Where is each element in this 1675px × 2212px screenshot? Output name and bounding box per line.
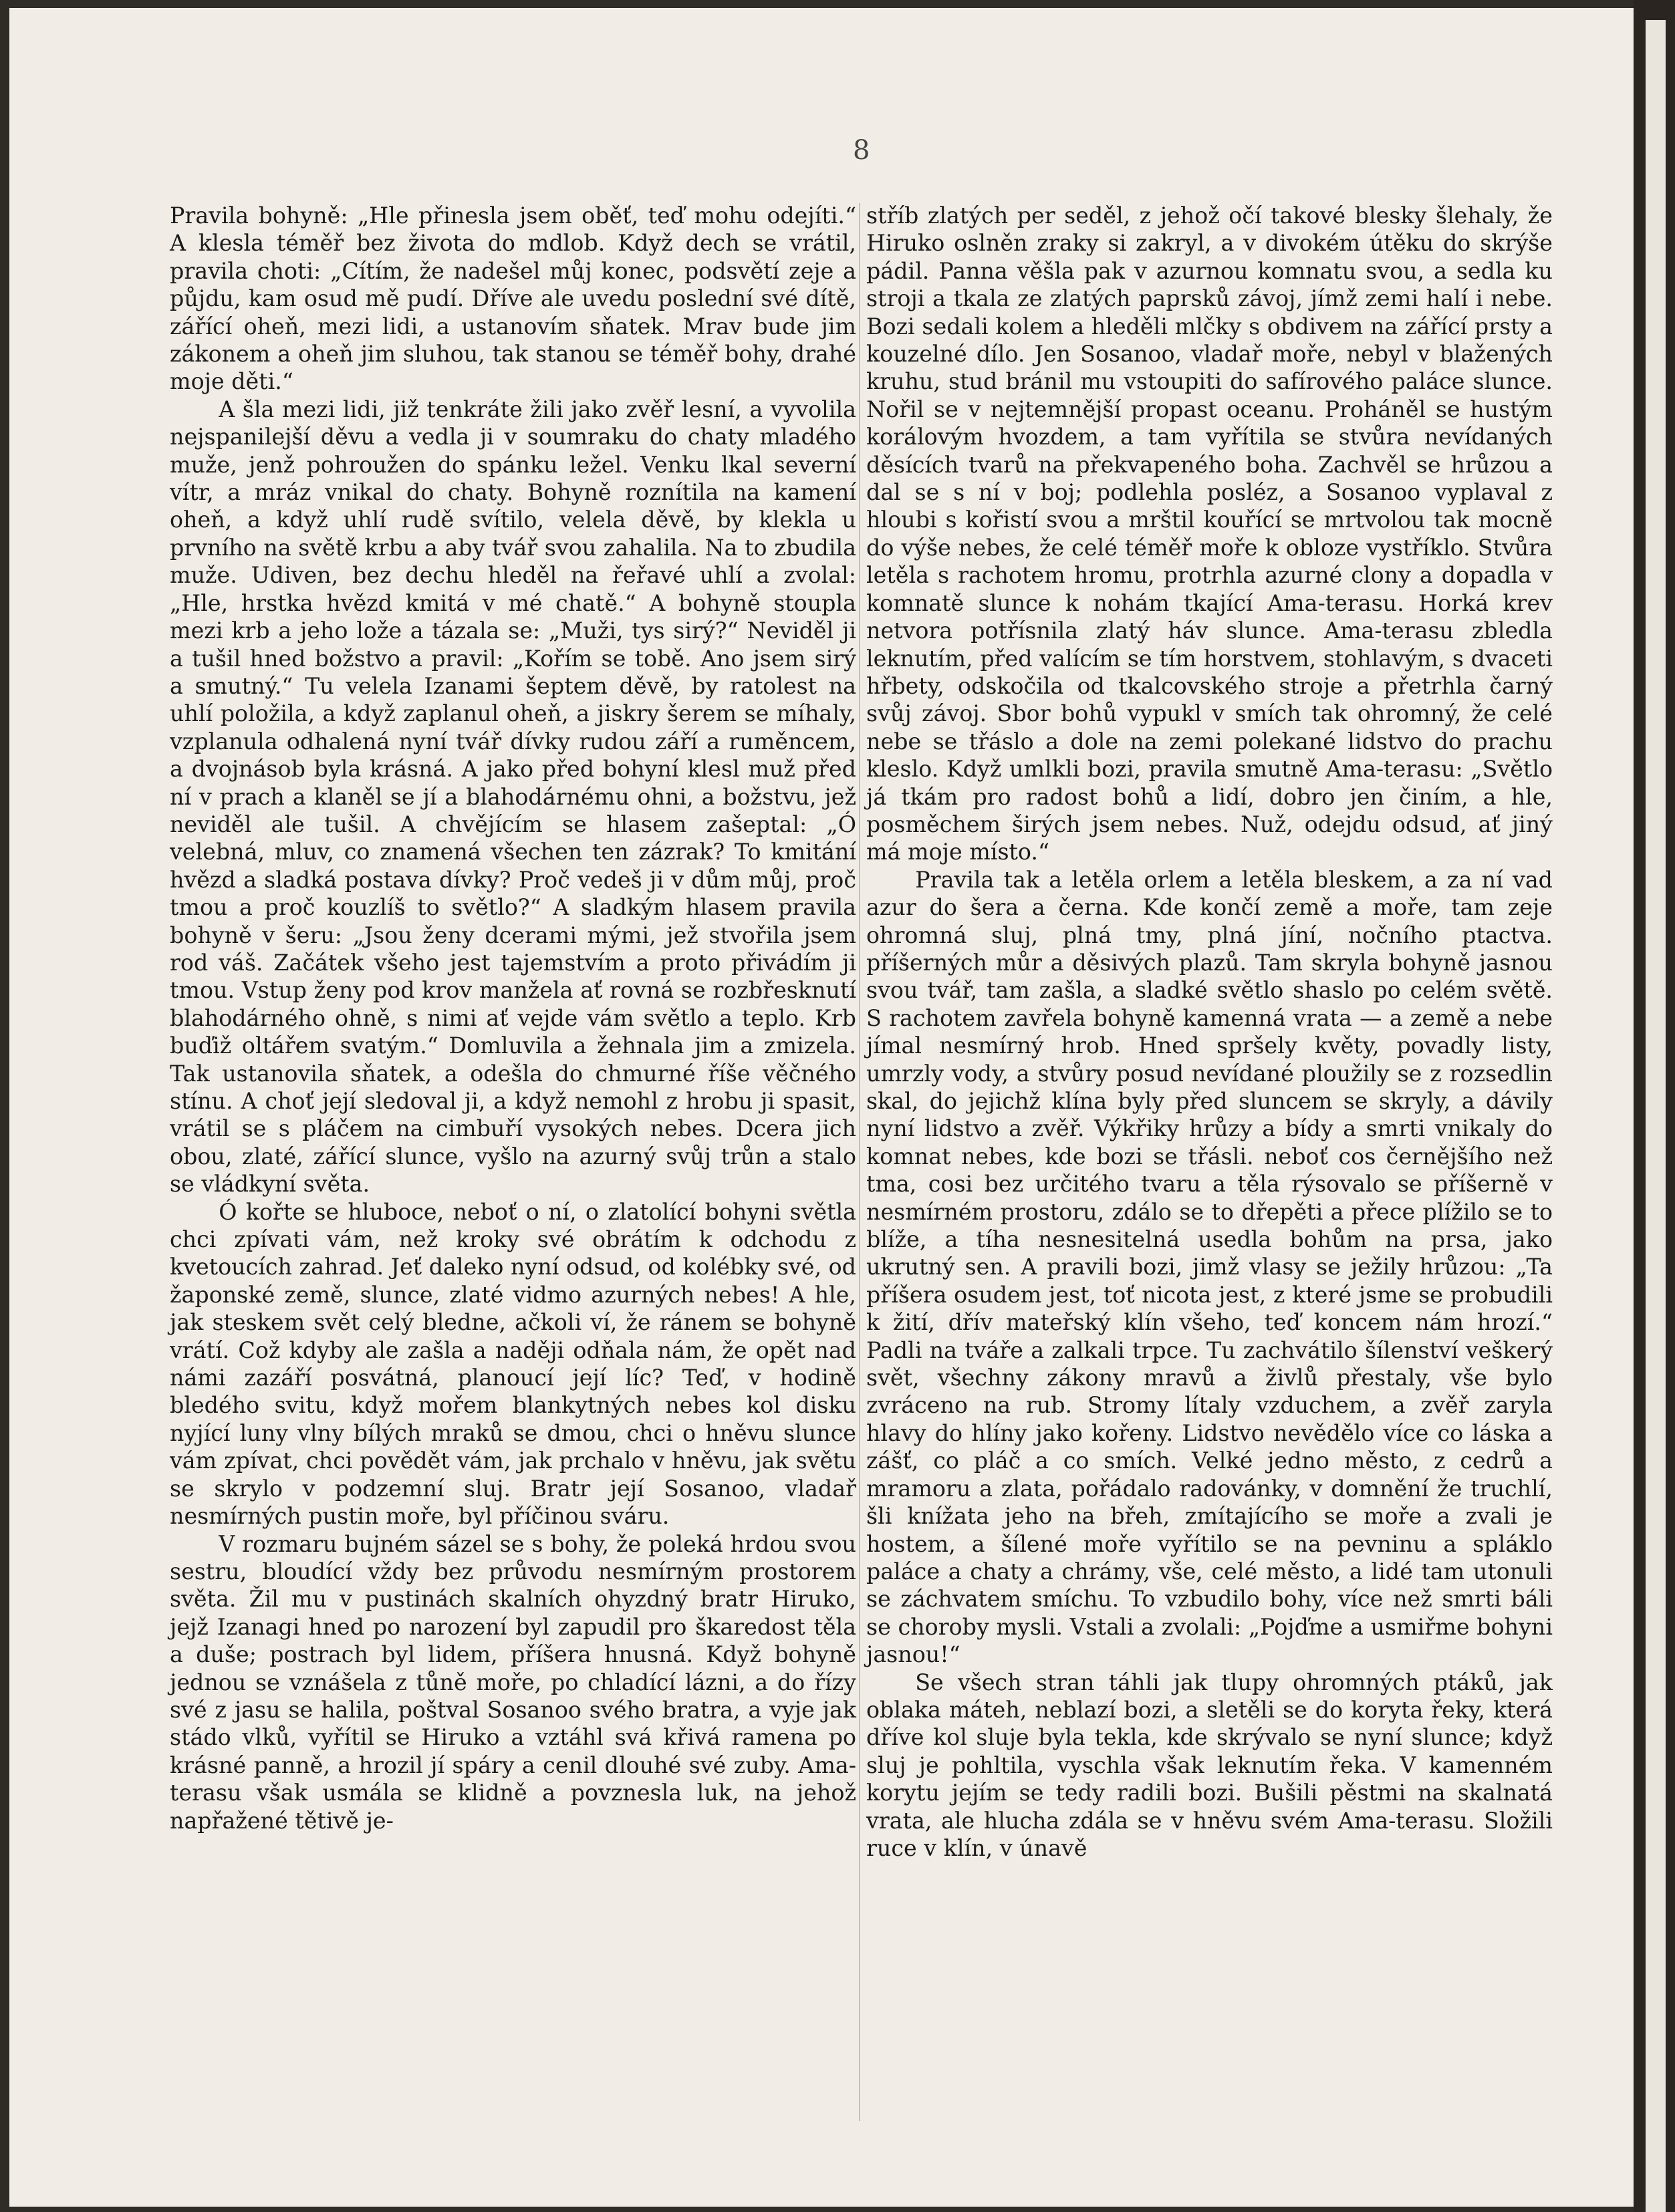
left-column — [170, 202, 856, 1834]
paragraph: stříb zlatých per seděl, z jehož očí takové blesky šlehaly, že Hiruko oslněn zraky si zakryl, a v divokém útěku do skrýše pádil. Panna věšla pak v azurnou komnatu svou, a sedla ku stroji a tkala ze zlatých paprsků závoj, jímž zemi halí i nebe. Bozi sedali kolem a hleděli mlčky s obdivem na zářící prsty a kouzelné dílo. Jen Sosanoo, vladař moře, nebyl v blažených kruhu, stud bránil mu vstoupiti do safírového paláce slunce. Nořil se v nejtemnější propast oceanu. Proháněl se hustým korálovým hvozdem, a tam vyřítila se stvůra nevídaných děsících tvarů na překvapeného boha. Zachvěl se hrůzou a dal se s ní v boj; podlehla posléz, a Sosanoo vyplaval z hloubi s kořistí svou a mrštil kouřící se mrtvolou tak mocně do výše nebes, že celé téměř moře k obloze vystříklo. Stvůra letěla s rachotem hromu, protrhla azurné clony a dopadla v komnatě slunce k nohám tkající Ama-terasu. Horká krev netvora potřísnila zlatý háv slunce. Ama-terasu zbledla leknutím, před valícím se tím horstvem, stohlavým, s dvaceti hřbety, odskočila od tkalcovského stroje a přetrhla čarný svůj závoj. Sbor bohů vypukl v smích tak ohromný, že celé nebe se třáslo a dole na zemi polekané lidstvo do prachu kleslo. Když umlkli bozi, pravila smutně Ama-terasu: „Světlo já tkám pro radost bohů a lidí, dobro jen činím, a hle, posměchem širých jsem nebes. Nuž, odejdu odsud, ať jiný má moje místo.“ — [866, 202, 1553, 865]
adjacent-page-edge — [1646, 20, 1666, 2212]
column-divider — [859, 203, 860, 2121]
paragraph: A šla mezi lidi, již tenkráte žili jako zvěř lesní, a vyvolila nejspanilejší děvu a vedla ji v soumraku do chaty mladého muže, jenž pohroužen do spánku ležel. Venku lkal severní vítr, a mráz vnikal do chaty. Bohyně roznítila na kamení oheň, a když uhlí rudě svítilo, velela děvě, by klekla u prvního na světě krbu a aby tvář svou zahalila. Na to zbudila muže. Udiven, bez dechu hleděl na řeřavé uhlí a zvolal: „Hle, hrstka hvězd kmitá v mé chatě.“ A bohyně stoupla mezi krb a jeho lože a tázala se: „Muži, tys sirý?“ Neviděl ji a tušil hned božstvo a pravil: „Kořím se tobě. Ano jsem sirý a smutný.“ Tu velela Izanami šeptem děvě, by ratolest na uhlí položila, a když zaplanul oheň, a jiskry šerem se míhaly, vzplanula odhalená nyní tvář dívky rudou září a ruměncem, a dvojnásob byla krásná. A jako před bohyní klesl muž před ní v prach a klaněl se jí a blahodárnému ohni, a božstvu, jež neviděl ale tušil. A chvějícím se hlasem zašeptal: „Ó velebná, mluv, co znamená všechen ten zázrak? To kmitání hvězd a sladká postava dívky? Proč vedeš ji v dům můj, proč tmou a proč kouzlíš to světlo?“ A sladkým hlasem pravila bohyně v šeru: „Jsou ženy dcerami mými, jež stvořila jsem rod váš. Začátek všeho jest tajemstvím a proto přivádím ji tmou. Vstup ženy pod krov manžela ať rovná se rozbřesknutí blahodárného ohně, s nimi ať vejde vám světlo a teplo. Krb buďiž oltářem svatým.“ Domluvila a žehnala jim a zmizela. Tak ustanovila sňatek, a odešla do chmurné říše věčného stínu. A choť její sledoval ji, a když nemohl z hrobu ji spasit, vrátil se s pláčem na cimbuří vysokých nebes. Dcera jich obou, zlaté, zářící slunce, vyšlo na azurný svůj trůn a stalo se vládkyní světa. — [170, 396, 856, 1198]
paragraph: Pravila bohyně: „Hle přinesla jsem oběť, teď mohu odejíti.“ A klesla téměř bez života do mdlob. Když dech se vrátil, pravila choti: „Cítím, že nadešel můj konec, podsvětí zeje a půjdu, kam osud mě pudí. Dříve ale uvedu poslední své dítě, zářící oheň, mezi lidi, a ustanovím sňatek. Mrav bude jim zákonem a oheň jim sluhou, tak stanou se téměř bohy, drahé moje děti.“ — [170, 202, 856, 395]
book-page — [9, 8, 1634, 2207]
paragraph: Se všech stran táhli jak tlupy ohromných ptáků, jak oblaka máteh, neblazí bozi, a sletěli se do koryta řeky, která dříve kol sluje byla tekla, kde skrývalo se nyní slunce; když sluj je pohltila, vyschla však leknutím řeka. V kamenném korytu jejím se tedy radili bozi. Bušili pěstmi na skalnatá vrata, ale hlucha zdála se v hněvu svém Ama-terasu. Složili ruce v klín, v únavě — [866, 1669, 1553, 1861]
page-number: 8 — [853, 135, 870, 166]
paragraph: Pravila tak a letěla orlem a letěla bleskem, a za ní vad azur do šera a černa. Kde končí země a moře, tam zeje ohromná sluj, plná tmy, plná jíní, nočního ptactva. příšerných můr a děsivých plazů. Tam skryla bohyně jasnou svou tvář, tam zašla, a sladké světlo shaslo po celém světě. S rachotem zavřela bohyně kamenná vrata — a země a nebe jímal nesmírný hrob. Hned spršely květy, povadly listy, umrzly vody, a stvůry posud nevídané ploužily se z rozsedlin skal, do jejichž klína byly před sluncem se skryly, a dávily nyní lidstvo a zvěř. Výkřiky hrůzy a bídy a smrti vnikaly do komnat nebes, kde bozi se třásli. neboť cos černějšího než tma, cosi bez určitého tvaru a těla rýsovalo se příšerně v nesmírném prostoru, zdálo se to dřepěti a přece plížilo se to blíže, a tíha nesnesitelná usedla bohům na prsa, jako ukrutný sen. A pravili bozi, jimž vlasy se ježily hrůzou: „Ta příšera osudem jest, toť nicota jest, z které jsme se probudili k žití, dřív mateřský klín všeho, teď koncem nám hrozí.“ Padli na tváře a zalkali trpce. Tu zachvátilo šílenství veškerý svět, všechny zákony mravů a živlů přestaly, vše bylo zvráceno na rub. Stromy lítaly vzduchem, a zvěř zaryla hlavy do hlíny jako kořeny. Lidstvo nevědělo více co láska a zášť, co pláč a co smích. Velké jedno město, z cedrů a mramoru a zlata, pořádalo radovánky, v domnění že truchlí, šli knížata jeho na břeh, zmítajícího se moře a zvali je hostem, a šílené moře vyřítilo se na pevninu a spláklo paláce a chaty a chrámy, vše, celé město, a lidé tam utonuli se záchvatem smíchu. To vzbudilo bohy, více než smrti báli se choroby mysli. Vstali a zvolali: „Pojďme a usmiřme bohyni jasnou!“ — [866, 866, 1553, 1668]
paragraph: Ó kořte se hluboce, neboť o ní, o zlatolící bohyni světla chci zpívati vám, než kroky své obrátím k odchodu z kvetoucích zahrad. Jeť daleko nyní odsud, od kolébky své, od žaponské země, slunce, zlaté vidmo azurných nebes! A hle, jak steskem svět celý bledne, ačkoli ví, že ránem se bohyně vrátí. Což kdyby ale zašla a naději odňala nám, že opět nad námi zazáří posvátná, planoucí její líc? Teď, v hodině bledého svitu, když mořem blankytných nebes kol disku nyjící luny vlny bílých mraků se dmou, chci o hněvu slunce vám zpívat, chci povědět vám, jak prchalo v hněvu, jak světu se skrylo v podzemní sluj. Bratr její Sosanoo, vladař nesmírných pustin moře, byl příčinou sváru. — [170, 1198, 856, 1530]
right-column — [866, 202, 1553, 1862]
scan-edge — [1634, 0, 1675, 2212]
paragraph: V rozmaru bujném sázel se s bohy, že poleká hrdou svou sestru, bloudící vždy bez průvodu nesmírným prostorem světa. Žil mu v pustinách skalních ohyzdný bratr Hiruko, jejž Izanagi hned po narození byl zapudil pro škaredost těla a duše; postrach byl lidem, příšera hnusná. Když bohyně jednou se vznášela z tůně moře, po chladící lázni, a do řízy své z jasu se halila, poštval Sosanoo svého bratra, a vyje jak stádo vlků, vyřítil se Hiruko a vztáhl svá křivá ramena po krásné panně, a hrozil jí spáry a cenil dlouhé své zuby. Ama-terasu však usmála se klidně a povznesla luk, na jehož napřažené tětivě je- — [170, 1530, 856, 1834]
